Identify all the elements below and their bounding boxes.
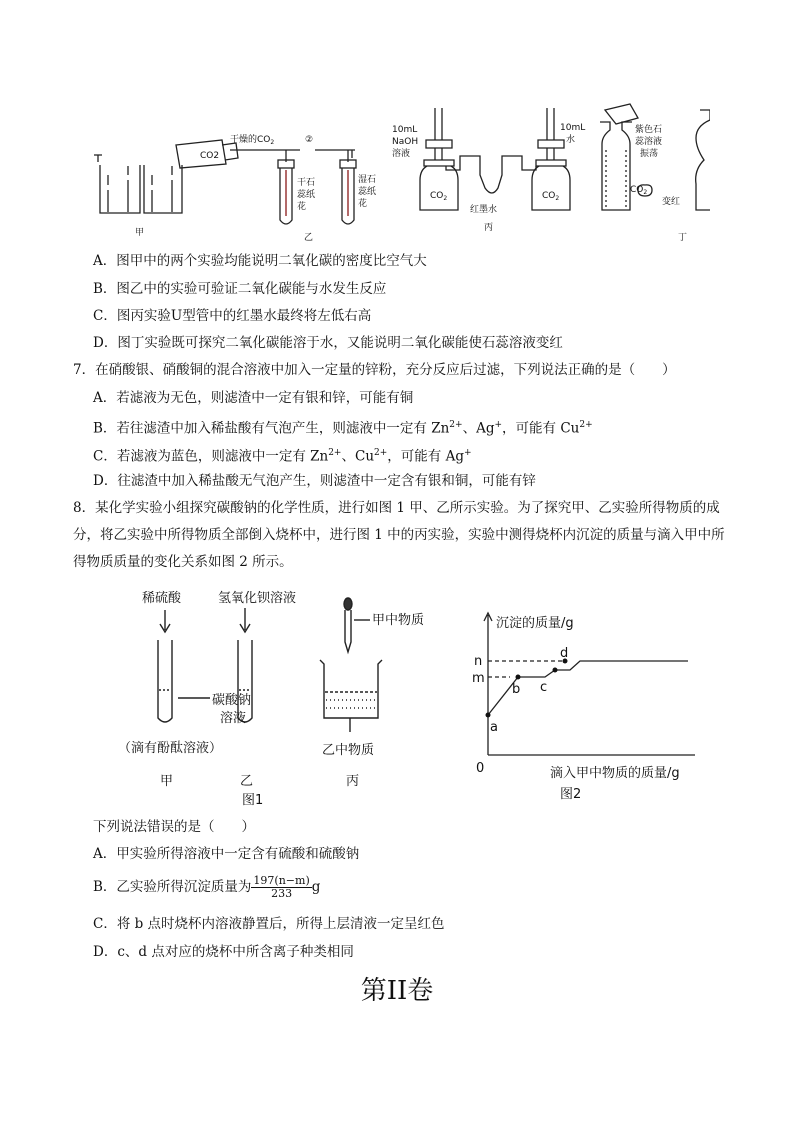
- turn-red-label: 变红: [662, 197, 681, 207]
- y-axis-label: 沉淀的质量/g: [496, 616, 574, 631]
- fig1-yi: 乙: [240, 774, 254, 789]
- fig-bing-label: 丙: [484, 223, 494, 233]
- origin-label: 0: [476, 761, 485, 776]
- co2-ding-label: $CO_2$: [630, 185, 648, 196]
- label-d: d: [560, 646, 569, 661]
- dry-co2-label: 干燥的$CO_2$: [230, 135, 275, 146]
- q6-option-b: B．图乙中的实验可验证二氧化碳能与水发生反应: [93, 281, 387, 297]
- section-title: 第II卷: [360, 976, 434, 1006]
- dry-paper-label-1: 干石: [297, 178, 316, 188]
- q8-ask: 下列说法错误的是（ ）: [93, 819, 255, 835]
- q7-option-d: D．往滤渣中加入稀盐酸无气泡产生，则滤渣中一定含有银和铜，可能有锌: [93, 473, 536, 489]
- label-a: a: [490, 720, 498, 735]
- fig-ding-label: 丁: [678, 233, 688, 243]
- point-a: [486, 713, 491, 718]
- q8-option-a: A．甲实验所得溶液中一定含有硫酸和硫酸钠: [93, 846, 360, 862]
- fig1-caption: 图1: [242, 793, 264, 808]
- point-b: [516, 675, 521, 680]
- q7-stem: 7．在硝酸银、硝酸铜的混合溶液中加入一定量的锌粉，充分反应后过滤，下列说法正确的是（ ）: [73, 362, 676, 378]
- q8-figure-2: [460, 605, 720, 805]
- wet-paper-label-1: 湿石: [358, 175, 377, 185]
- circle-two-label: ②: [305, 135, 314, 145]
- naoh-label-1: 10mL: [392, 125, 418, 135]
- na2co3-label-1: 碳酸钠: [212, 693, 252, 708]
- q7-option-b: B．若往滤渣中加入稀盐酸有气泡产生，则滤液中一定有 $Zn^{2+}$、Ag+，可能有 $Cu^{2+}$: [93, 420, 593, 437]
- litmus-label-2: 蕊溶液: [635, 137, 663, 147]
- q8-figure-1: [110, 580, 440, 810]
- phenol-label: （滴有酚酞溶液）: [118, 741, 223, 756]
- naoh-label-2: NaOH: [392, 137, 419, 147]
- yi-substance-label: 乙中物质: [322, 743, 375, 758]
- q8-option-b: B．乙实验所得沉淀质量为 $\frac{197(n-m)}{233}$ g: [93, 874, 321, 900]
- point-c: [553, 668, 558, 673]
- label-b: b: [512, 682, 521, 697]
- n-label: n: [474, 654, 483, 669]
- dilute-h2so4-label: 稀硫酸: [142, 591, 182, 606]
- q7-option-a: A．若滤液为无色，则滤渣中一定有银和锌，可能有铜: [93, 390, 414, 406]
- q6-option-a: A．图甲中的两个实验均能说明二氧化碳的密度比空气大: [93, 253, 427, 269]
- dry-paper-label-2: 蕊纸: [297, 190, 316, 200]
- q8-option-c: C．将 b 点时烧杯内溶液静置后，所得上层清液一定呈红色: [93, 916, 445, 932]
- co2-flask-right: $CO_2$: [542, 191, 560, 202]
- co2-bottle-label: CO2: [200, 151, 220, 161]
- wet-paper-label-2: 蕊纸: [358, 187, 377, 197]
- litmus-label-1: 紫色石: [635, 125, 663, 135]
- baoh2-label: 氢氧化钡溶液: [218, 591, 297, 606]
- fig2-caption: 图2: [560, 787, 582, 802]
- red-ink-label: 红墨水: [470, 205, 498, 215]
- co2-flask-left: $CO_2$: [430, 191, 448, 202]
- fig1-jia: 甲: [160, 774, 174, 789]
- q7-option-c: C．若滤液为蓝色，则滤液中一定有 $Zn^{2+}$、$Cu^{2+}$，可能有 Ag+: [93, 448, 472, 465]
- fig1-bing: 丙: [346, 774, 360, 789]
- naoh-label-3: 溶液: [392, 149, 411, 159]
- fig-yi-label: 乙: [304, 233, 314, 243]
- q6-option-c: C．图丙实验U型管中的红墨水最终将左低右高: [93, 308, 372, 324]
- na2co3-label-2: 溶液: [220, 711, 247, 726]
- label-c: c: [540, 680, 548, 695]
- litmus-label-3: 振荡: [640, 149, 659, 159]
- q6-figure: [90, 100, 710, 250]
- water-label-1: 10mL: [560, 123, 586, 133]
- x-axis-label: 滴入甲中物质的质量/g: [550, 766, 680, 781]
- jia-substance-label: 甲中物质: [372, 613, 425, 628]
- fig-jia-label: 甲: [135, 228, 145, 238]
- wet-paper-label-3: 花: [358, 199, 368, 209]
- fraction: $\frac{197(n-m)}{233}$: [253, 874, 310, 900]
- q8-stem: 8．某化学实验小组探究碳酸钠的化学性质，进行如图 1 甲、乙所示实验。为了探究甲、乙实验所得物质的成分，将乙实验中所得物质全部倒入烧杯中，进行图 1 中的丙实验，实验中测得烧杯内沉淀的质量与滴入甲中所得物质质量的变化关系如图 2 所示。: [73, 500, 725, 570]
- dry-paper-label-3: 花: [297, 202, 307, 212]
- q6-option-d: D．图丁实验既可探究二氧化碳能溶于水，又能说明二氧化碳能使石蕊溶液变红: [93, 335, 563, 351]
- m-label: m: [472, 671, 485, 686]
- water-label-2: 水: [566, 135, 576, 145]
- q8-option-d: D．c、d 点对应的烧杯中所含离子种类相同: [93, 944, 354, 960]
